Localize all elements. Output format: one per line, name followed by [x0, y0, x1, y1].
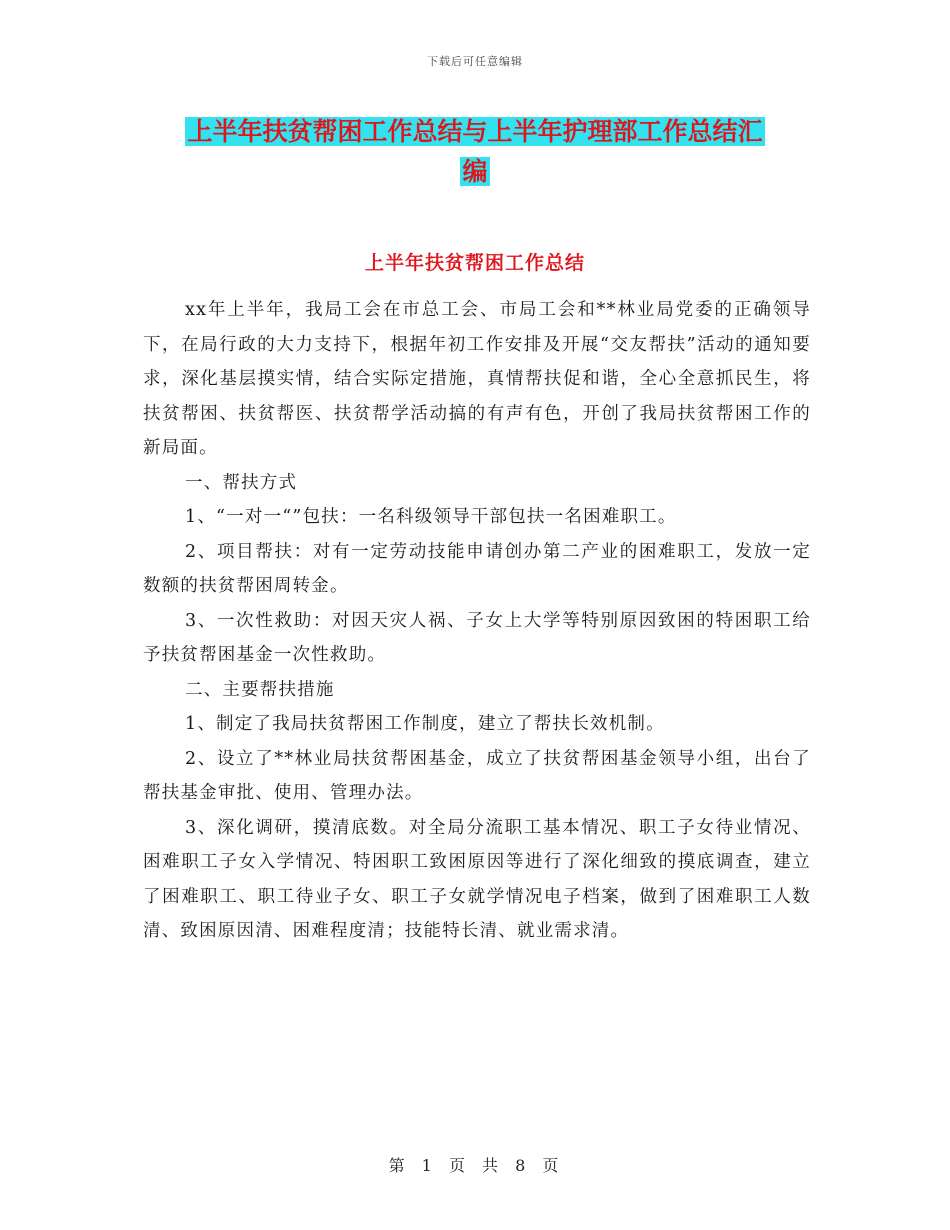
paragraph-intro: xx年上半年，我局工会在市总工会、市局工会和**林业局党委的正确领导下，在局行政的大力支持下，根据年初工作安排及开展“交友帮扶”活动的通知要求，深化基层摸实情，结合实际定措施，真情帮扶促和谐，全心全意抓民生，将扶贫帮困、扶贫帮医、扶贫帮学活动搞的有声有色，开创了我局扶贫帮困工作的新局面。: [143, 300, 811, 458]
paragraph-measure-1: 1、制定了我局扶贫帮困工作制度，建立了帮扶长效机制。: [185, 714, 665, 734]
paragraph-method-2: 2、项目帮扶：对有一定劳动技能申请创办第二产业的困难职工，发放一定数额的扶贫帮困周转金。: [143, 541, 811, 596]
paragraph-method-3: 3、一次性救助：对因天灾人祸、子女上大学等特别原因致困的特困职工给予扶贫帮困基金一次性救助。: [143, 610, 811, 665]
document-title: [140, 112, 810, 192]
paragraph-measure-3: 3、深化调研，摸清底数。对全局分流职工基本情况、职工子女待业情况、困难职工子女入学情况、特困职工致困原因等进行了深化细致的摸底调查，建立了困难职工、职工待业子女、职工子女就学情况电子档案，做到了困难职工人数清、致困原因清、困难程度清；技能特长清、就业需求清。: [143, 817, 811, 941]
document-title-line-2: 编: [462, 157, 488, 186]
paragraph-method-1: 1、“一对一“”包扶：一名科级领导干部包扶一名困难职工。: [185, 507, 677, 527]
page-footer: 第 1 页 共 8 页: [388, 1156, 562, 1175]
paragraph-measure-2: 2、设立了**林业局扶贫帮困基金，成立了扶贫帮困基金领导小组，出台了帮扶基金审批、使用、管理办法。: [143, 748, 811, 803]
document-body: [143, 293, 811, 949]
heading-main-measures: 二、主要帮扶措施: [185, 679, 335, 700]
header-note: 下载后可任意编辑: [427, 55, 523, 68]
section-title: 上半年扶贫帮困工作总结: [364, 252, 585, 274]
document-title-line-1: 上半年扶贫帮困工作总结与上半年护理部工作总结汇: [187, 117, 763, 146]
heading-assistance-methods: 一、帮扶方式: [185, 472, 298, 493]
